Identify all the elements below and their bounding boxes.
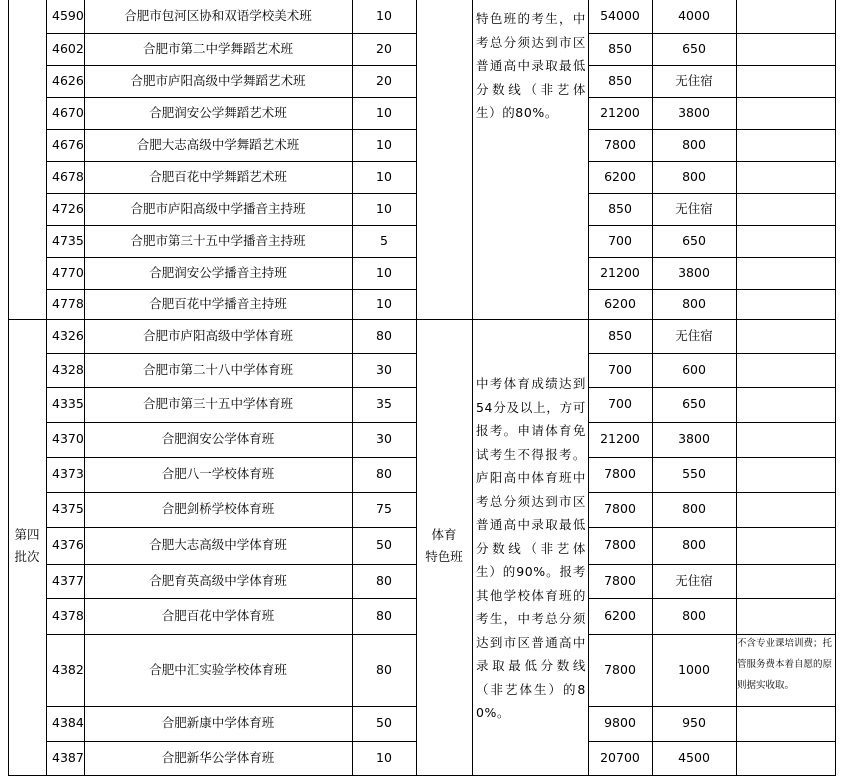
school-name: 合肥市庐阳高级中学舞蹈艺术班 — [130, 72, 306, 88]
quota: 10 — [376, 200, 392, 216]
quota: 5 — [380, 232, 388, 248]
category-cell — [416, 524, 472, 568]
tuition-fee: 7800 — [604, 537, 636, 553]
tuition-fee: 700 — [608, 361, 632, 377]
school-name: 合肥市第三十五中学体育班 — [142, 396, 293, 412]
tuition-fee: 700 — [608, 232, 632, 248]
school-name: 合肥中汇实验学校体育班 — [149, 661, 287, 677]
tuition-fee: 7800 — [604, 661, 636, 677]
quota: 50 — [376, 715, 392, 731]
school-code: 4335 — [52, 396, 84, 412]
lodging-fee: 无住宿 — [675, 200, 713, 216]
quota: 80 — [376, 661, 392, 677]
school-code: 4373 — [52, 466, 84, 482]
school-code: 4676 — [52, 136, 84, 152]
tuition-fee: 21200 — [600, 431, 640, 447]
school-code: 4376 — [52, 537, 84, 553]
tuition-fee: 21200 — [600, 264, 640, 280]
school-code: 4382 — [52, 661, 84, 677]
lodging-fee: 650 — [682, 232, 706, 248]
school-name: 合肥市第二十八中学体育班 — [142, 361, 293, 377]
quota: 80 — [376, 607, 392, 623]
lodging-fee: 4000 — [678, 8, 710, 24]
grid-line — [8, 0, 9, 776]
lodging-fee: 800 — [682, 295, 706, 311]
school-code: 4377 — [52, 572, 84, 588]
school-name: 合肥百花中学舞蹈艺术班 — [149, 168, 287, 184]
tuition-fee: 6200 — [604, 295, 636, 311]
school-code: 4626 — [52, 72, 84, 88]
quota: 10 — [376, 749, 392, 765]
school-name: 合肥剑桥学校体育班 — [161, 501, 275, 517]
tuition-fee: 7800 — [604, 572, 636, 588]
tuition-fee: 20700 — [600, 749, 640, 765]
school-name: 合肥百花中学体育班 — [161, 607, 275, 623]
quota: 35 — [376, 396, 392, 412]
school-name: 合肥润安公学播音主持班 — [149, 264, 287, 280]
lodging-fee: 550 — [682, 466, 706, 482]
school-code: 4326 — [52, 327, 84, 343]
lodging-fee: 800 — [682, 607, 706, 623]
quota: 80 — [376, 327, 392, 343]
school-code: 4384 — [52, 715, 84, 731]
quota: 10 — [376, 8, 392, 24]
lodging-fee: 3800 — [678, 104, 710, 120]
sports-requirement-note: 中考体育成绩达到54分及以上，方可报考。申请体育免试考生不得报考。庐阳高中体育班中考总分须达到市区普通高中录取最低分数线（非艺体生）的90%。报考其他学校体育班的考生，中考总分须达到市区普通高中录取最低分数线（非艺体生）的80%。 — [476, 376, 586, 720]
lodging-fee: 800 — [682, 537, 706, 553]
quota: 75 — [376, 501, 392, 517]
tuition-fee: 7800 — [604, 466, 636, 482]
school-name: 合肥市包河区协和双语学校美术班 — [124, 8, 312, 24]
batch-label: 第四 批次 — [14, 527, 40, 564]
tuition-fee: 850 — [608, 72, 632, 88]
grid-line — [8, 775, 836, 776]
quota: 30 — [376, 361, 392, 377]
school-code: 4678 — [52, 168, 84, 184]
lodging-fee: 800 — [682, 136, 706, 152]
quota: 80 — [376, 466, 392, 482]
school-code: 4375 — [52, 501, 84, 517]
quota: 10 — [376, 295, 392, 311]
tuition-fee: 700 — [608, 396, 632, 412]
lodging-fee: 650 — [682, 396, 706, 412]
category-label: 体育 特色班 — [425, 527, 463, 564]
tuition-fee: 7800 — [604, 136, 636, 152]
lodging-fee: 3800 — [678, 264, 710, 280]
school-name: 合肥市庐阳高级中学播音主持班 — [130, 200, 306, 216]
art-requirement-note: 特色班的考生，中考总分须达到市区普通高中录取最低分数线（非艺体生）的80%。 — [476, 11, 586, 120]
quota: 30 — [376, 431, 392, 447]
school-name: 合肥大志高级中学体育班 — [149, 537, 287, 553]
lodging-fee: 950 — [682, 715, 706, 731]
school-code: 4670 — [52, 104, 84, 120]
school-code: 4370 — [52, 431, 84, 447]
school-code: 4602 — [52, 40, 84, 56]
lodging-fee: 无住宿 — [675, 327, 713, 343]
school-code: 4735 — [52, 232, 84, 248]
quota: 20 — [376, 40, 392, 56]
lodging-fee: 800 — [682, 501, 706, 517]
quota: 10 — [376, 136, 392, 152]
quota: 10 — [376, 168, 392, 184]
school-name: 合肥市第二中学舞蹈艺术班 — [142, 40, 293, 56]
tuition-fee: 6200 — [604, 168, 636, 184]
school-code: 4590 — [52, 8, 84, 24]
tuition-fee: 850 — [608, 200, 632, 216]
school-code: 4770 — [52, 264, 84, 280]
school-code: 4778 — [52, 295, 84, 311]
lodging-fee: 4500 — [678, 749, 710, 765]
quota: 10 — [376, 104, 392, 120]
quota: 20 — [376, 72, 392, 88]
tuition-fee: 6200 — [604, 607, 636, 623]
school-name: 合肥市庐阳高级中学体育班 — [142, 327, 293, 343]
tuition-fee: 54000 — [600, 8, 640, 24]
quota: 10 — [376, 264, 392, 280]
remark-4382: 不含专业课培训费；托管服务费本着自愿的原则据实收取。 — [737, 638, 833, 691]
tuition-fee: 21200 — [600, 104, 640, 120]
lodging-fee: 1000 — [678, 661, 710, 677]
school-name: 合肥市第三十五中学播音主持班 — [130, 232, 306, 248]
school-name: 合肥新康中学体育班 — [161, 715, 275, 731]
school-name: 合肥润安公学舞蹈艺术班 — [149, 104, 287, 120]
school-name: 合肥大志高级中学舞蹈艺术班 — [136, 136, 300, 152]
school-code: 4726 — [52, 200, 84, 216]
lodging-fee: 600 — [682, 361, 706, 377]
lodging-fee: 800 — [682, 168, 706, 184]
grid-line — [416, 0, 417, 776]
school-code: 4328 — [52, 361, 84, 377]
school-name: 合肥八一学校体育班 — [161, 466, 275, 482]
grid-line — [472, 0, 473, 776]
school-code: 4378 — [52, 607, 84, 623]
grid-line — [835, 0, 836, 776]
lodging-fee: 3800 — [678, 431, 710, 447]
batch-cell — [8, 524, 46, 568]
lodging-fee: 650 — [682, 40, 706, 56]
school-code: 4387 — [52, 749, 84, 765]
quota: 80 — [376, 572, 392, 588]
tuition-fee: 850 — [608, 40, 632, 56]
school-name: 合肥百花中学播音主持班 — [149, 295, 287, 311]
school-name: 合肥育英高级中学体育班 — [149, 572, 287, 588]
school-name: 合肥新华公学体育班 — [161, 749, 275, 765]
tuition-fee: 7800 — [604, 501, 636, 517]
tuition-fee: 9800 — [604, 715, 636, 731]
tuition-fee: 850 — [608, 327, 632, 343]
quota: 50 — [376, 537, 392, 553]
school-name: 合肥润安公学体育班 — [161, 431, 275, 447]
lodging-fee: 无住宿 — [675, 572, 713, 588]
lodging-fee: 无住宿 — [675, 72, 713, 88]
